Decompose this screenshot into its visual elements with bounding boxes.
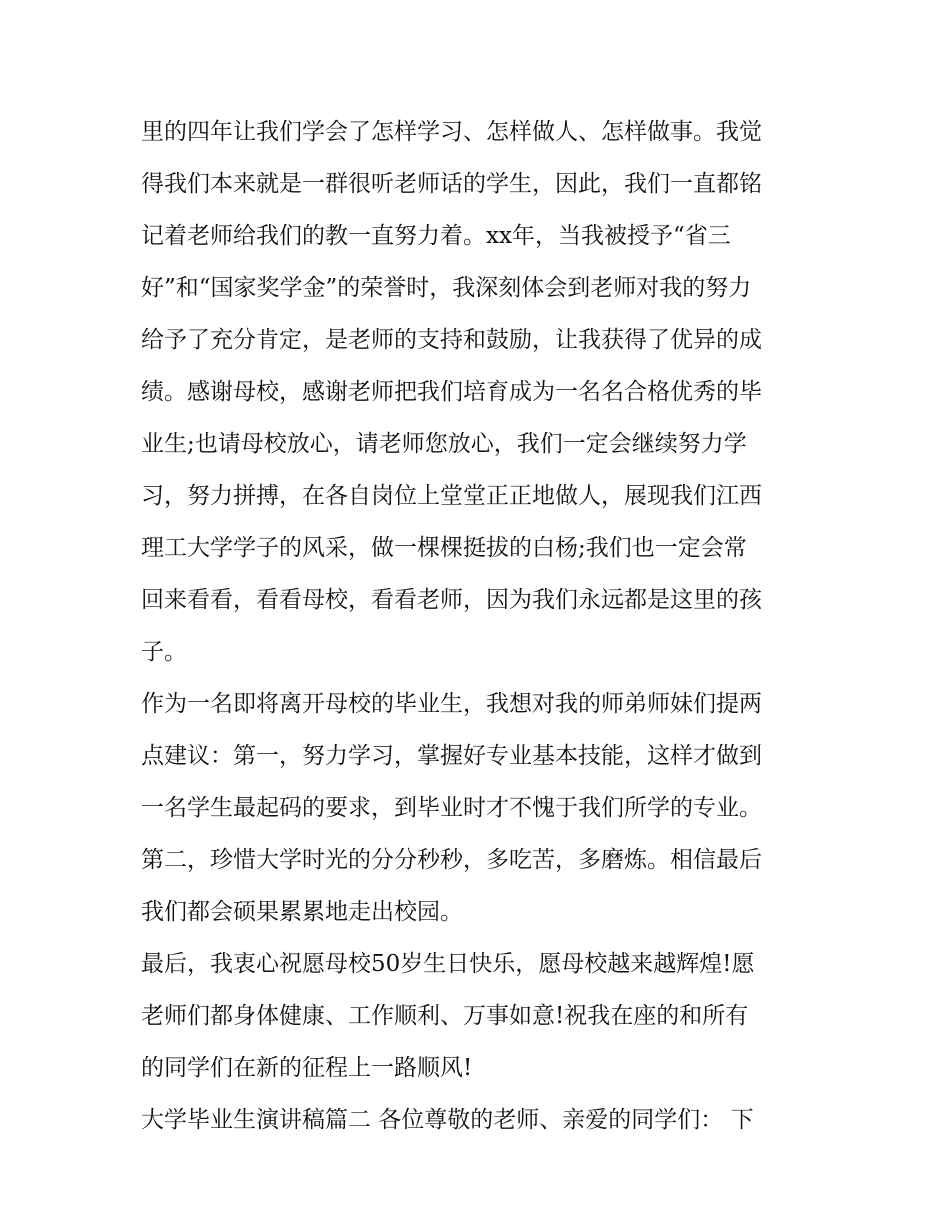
- text-line: 子。: [141, 639, 187, 665]
- text-line: 绩。感谢母校，感谢老师把我们培育成为一名名合格优秀的毕: [141, 379, 762, 405]
- text-line: 大学毕业生演讲稿篇二 各位尊敬的老师、亲爱的同学们： 下: [141, 1107, 754, 1133]
- text-line: 的同学们在新的征程上一路顺风!: [141, 1055, 473, 1081]
- text-line: 好”和“国家奖学金”的荣誉时，我深刻体会到老师对我的努力: [141, 275, 752, 301]
- text-line: 我们都会硕果累累地走出校园。: [141, 899, 463, 925]
- text-line: 得我们本来就是一群很听老师话的学生，因此，我们一直都铭: [141, 171, 762, 197]
- text-line: 第二，珍惜大学时光的分分秒秒，多吃苦，多磨炼。相信最后: [141, 847, 762, 873]
- text-line: 记着老师给我们的教一直努力着。xx年，当我被授予“省三: [141, 223, 731, 249]
- text-line: 老师们都身体健康、工作顺利、万事如意!祝我在座的和所有: [141, 1003, 749, 1029]
- text-line: 给予了充分肯定，是老师的支持和鼓励，让我获得了优异的成: [141, 327, 762, 353]
- text-line: 里的四年让我们学会了怎样学习、怎样做人、怎样做事。我觉: [141, 119, 762, 145]
- text-line: 回来看看，看看母校，看看老师，因为我们永远都是这里的孩: [141, 587, 762, 613]
- text-line: 作为一名即将离开母校的毕业生，我想对我的师弟师妹们提两: [141, 691, 762, 717]
- text-line: 点建议：第一，努力学习，掌握好专业基本技能，这样才做到: [141, 743, 762, 769]
- text-line: 一名学生最起码的要求，到毕业时才不愧于我们所学的专业。: [141, 795, 762, 821]
- text-line: 最后，我衷心祝愿母校50岁生日快乐，愿母校越来越辉煌!愿: [141, 951, 755, 977]
- document-body: [141, 106, 813, 1146]
- text-line: 习，努力拼搏，在各自岗位上堂堂正正地做人，展现我们江西: [141, 483, 762, 509]
- text-line: 理工大学学子的风采，做一棵棵挺拔的白杨;我们也一定会常: [141, 535, 747, 561]
- text-line: 业生;也请母校放心，请老师您放心，我们一定会继续努力学: [141, 431, 747, 457]
